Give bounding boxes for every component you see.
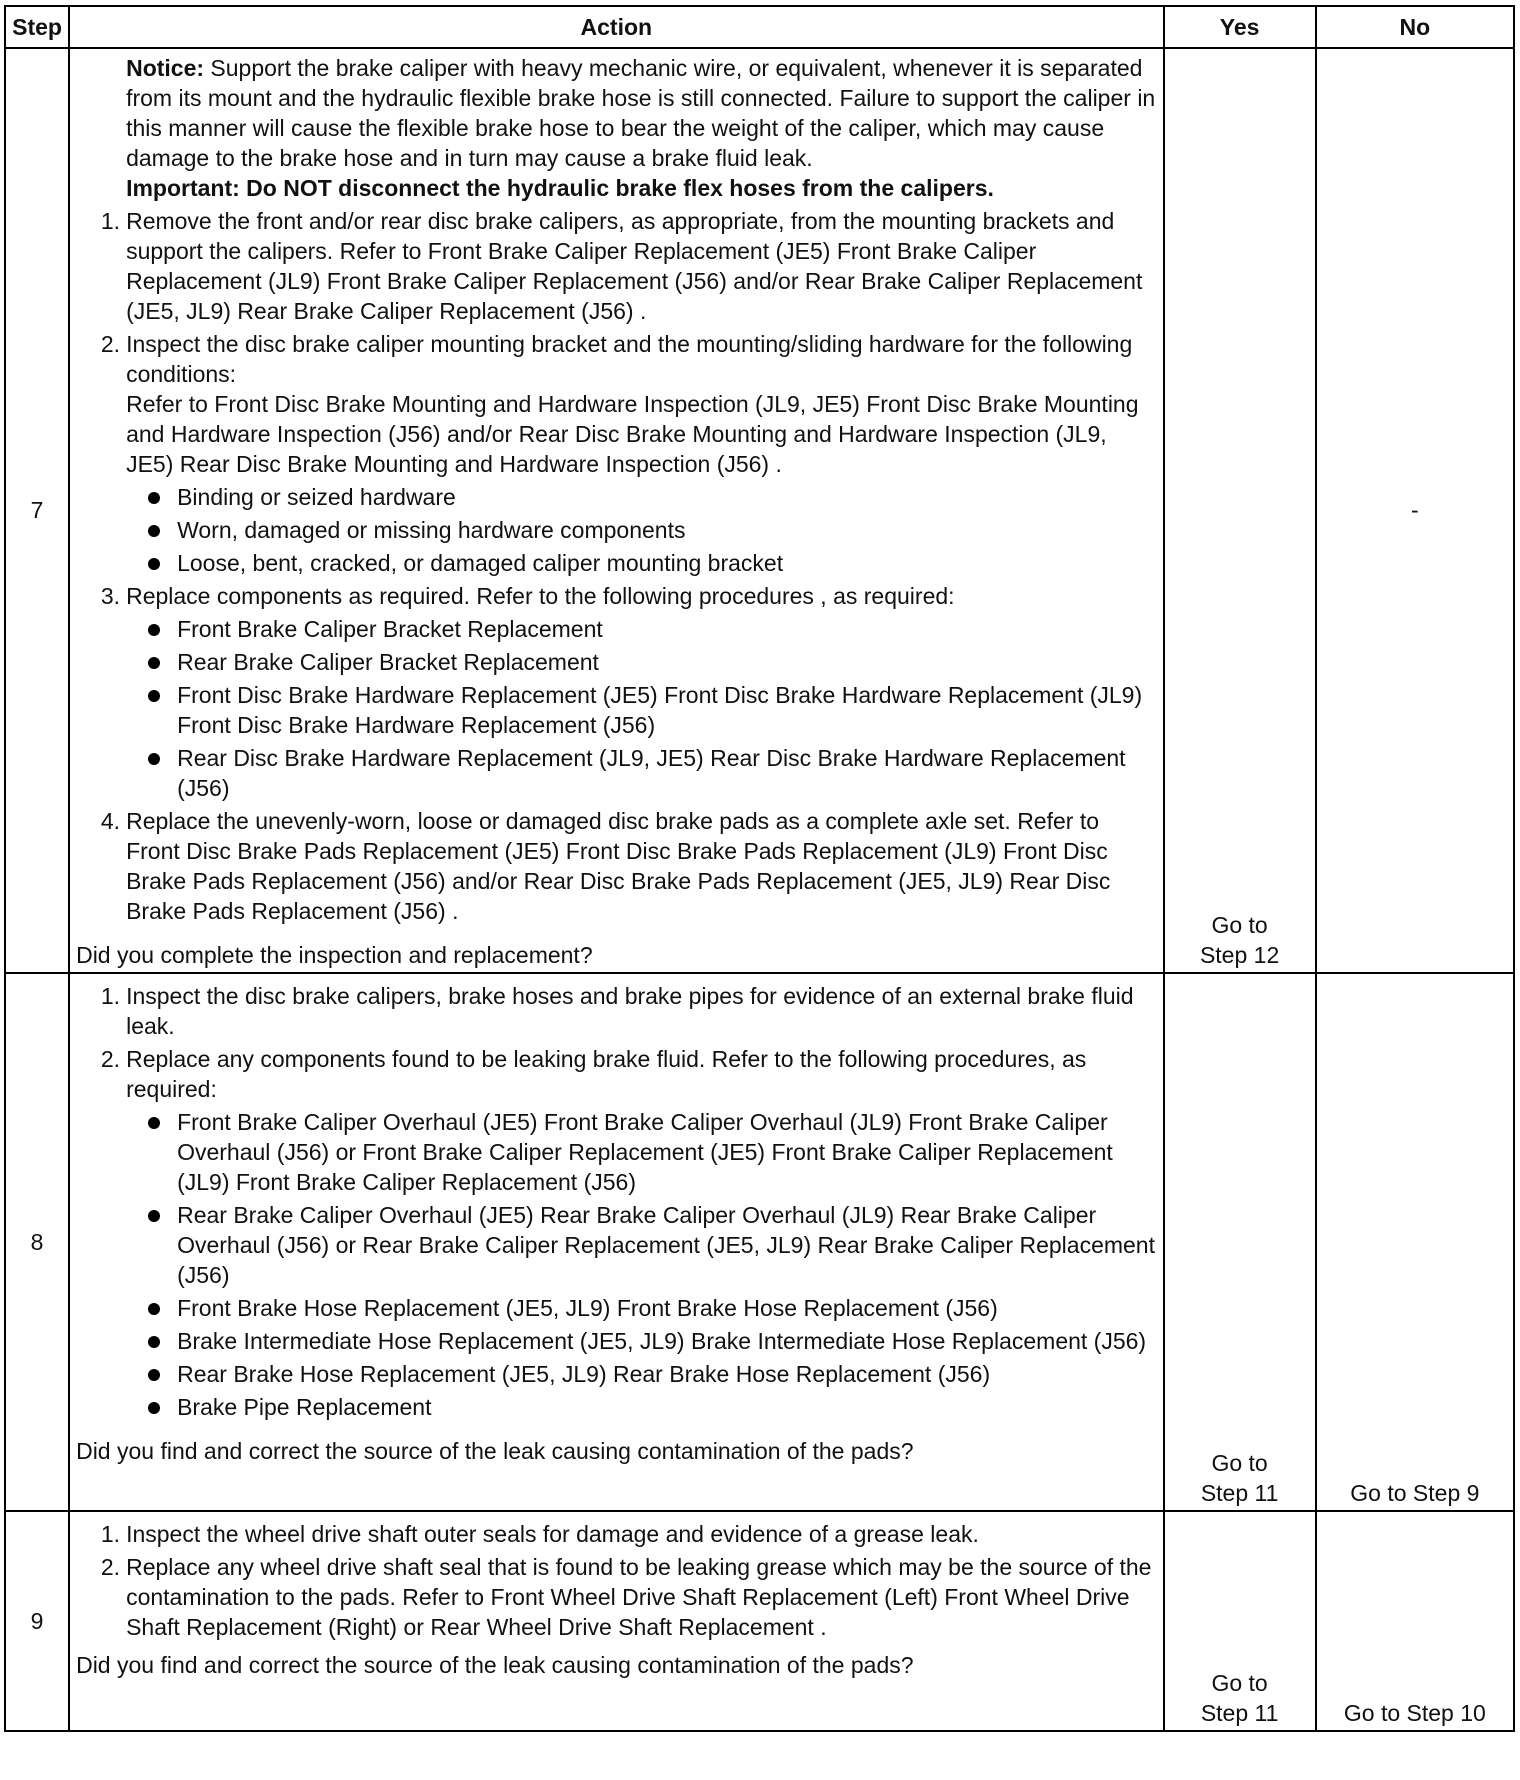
item-reference: Refer to Front Disc Brake Mounting and Hardware Inspection (JL9, JE5) Front Disc Brake Mounting and Hardware Inspection (J56) and/or Rear Disc Brake Mounting and Hardware Inspection (JL9, JE5) Rear Disc Brake Mounting and Hardware Inspection (J56) . [126,391,1139,477]
item-text: Inspect the wheel drive shaft outer seals for damage and evidence of a grease leak. [126,1521,979,1547]
list-item [76,581,1156,611]
yes-line-2: Step 11 [1200,1480,1279,1506]
yes-cell [1164,1511,1316,1731]
list-item [76,206,1156,326]
diagnostic-table [4,5,1515,1732]
bullet-item [76,647,1156,677]
yes-line-1: Go to [1211,1450,1268,1476]
question-text: Did you find and correct the source of the leak causing contamination of the pads? [76,1652,914,1678]
bullet-text: Worn, damaged or missing hardware components [177,517,686,543]
question-text: Did you find and correct the source of the leak causing contamination of the pads? [76,1438,914,1464]
notice-text: Support the brake caliper with heavy mechanic wire, or equivalent, whenever it is separated from its mount and the hydraulic flexible brake hose is still connected. Failure to support the caliper in this manner will cause the flexible brake hose to bear the weight of the caliper, which may cause damage to the brake hose and in turn may cause a brake fluid leak. [126,55,1156,171]
list-item [76,1519,1156,1549]
bullet-item [76,1326,1156,1356]
list-item [76,806,1156,926]
bullet-item [76,1293,1156,1323]
item-number: 2. [100,1046,121,1072]
header-action: Action [69,6,1163,48]
action-cell [69,48,1163,973]
step-number: 7 [5,48,69,973]
yes-line-2: Step 12 [1199,942,1280,968]
list-item [76,1552,1156,1642]
item-text: Replace components as required. Refer to the following procedures , as required: [126,583,955,609]
table-row-step-7 [5,48,1514,973]
yes-cell [1164,48,1316,973]
bullet-item [76,482,1156,512]
bullet-icon [148,1117,160,1129]
bullet-item [76,548,1156,578]
item-text: Replace any components found to be leaking brake fluid. Refer to the following procedures, as required: [126,1046,1087,1102]
bullet-icon [148,657,160,669]
bullet-item [76,1359,1156,1389]
bullet-text: Rear Brake Hose Replacement (JE5, JL9) Rear Brake Hose Replacement (J56) [177,1361,991,1387]
step-number: 9 [5,1511,69,1731]
bullet-text: Loose, bent, cracked, or damaged caliper mounting bracket [177,550,784,576]
bullet-icon [148,624,160,636]
bullet-icon [148,558,160,570]
bullet-text: Rear Brake Caliper Bracket Replacement [177,649,599,675]
yes-line-1: Go to [1211,912,1268,938]
notice-label: Notice: [126,55,205,81]
bullet-item [76,1107,1156,1197]
item-number: 4. [100,808,121,834]
item-text: Inspect the disc brake calipers, brake hoses and brake pipes for evidence of an external brake fluid leak. [126,983,1134,1039]
no-cell: Go to Step 10 [1316,1511,1514,1731]
bullet-text: Front Brake Caliper Bracket Replacement [177,616,603,642]
item-text: Replace the unevenly-worn, loose or damaged disc brake pads as a complete axle set. Refer to Front Disc Brake Pads Replacement (JE5) Front Disc Brake Pads Replacement (JL9) Front Disc Brake Pads Replacement (J56) and/or Rear Disc Brake Pads Replacement (JE5, JL9) Rear Disc Brake Pads Replacement (J56) . [126,808,1111,924]
item-text: Replace any wheel drive shaft seal that is found to be leaking grease which may be the source of the contamination to the pads. Refer to Front Wheel Drive Shaft Replacement (Left) Front Wheel Drive Shaft Replacement (Right) or Rear Wheel Drive Shaft Replacement . [126,1554,1152,1640]
item-number: 2. [100,331,121,357]
procedure-table-frame [4,5,1515,1776]
step-number: 8 [5,973,69,1511]
bullet-text: Binding or seized hardware [177,484,456,510]
bullet-icon [148,1369,160,1381]
bullet-text: Front Brake Caliper Overhaul (JE5) Front Brake Caliper Overhaul (JL9) Front Brake Caliper Overhaul (J56) or Front Brake Caliper Replacement (JE5) Front Brake Caliper Replacement (JL9) Front Brake Caliper Replacement (J56) [177,1109,1113,1195]
table-header-row [5,6,1514,48]
bullet-text: Rear Disc Brake Hardware Replacement (JL9, JE5) Rear Disc Brake Hardware Replacement (J56) [177,745,1126,801]
bullet-icon [148,753,160,765]
list-item [76,1044,1156,1104]
action-cell [69,1511,1163,1731]
item-number: 1. [100,1521,121,1547]
bullet-icon [148,1402,160,1414]
yes-line-2: Step 11 [1200,1700,1279,1726]
item-number: 1. [100,208,121,234]
bullet-text: Rear Brake Caliper Overhaul (JE5) Rear Brake Caliper Overhaul (JL9) Rear Brake Caliper Overhaul (J56) or Rear Brake Caliper Replacement (JE5, JL9) Rear Brake Caliper Replacement (J56) [177,1202,1155,1288]
item-number: 2. [100,1554,121,1580]
item-number: 3. [100,583,121,609]
bullet-item [76,1392,1156,1422]
yes-line-1: Go to [1211,1670,1268,1696]
yes-cell [1164,973,1316,1511]
bullet-item [76,515,1156,545]
bullet-icon [148,492,160,504]
list-item [76,329,1156,479]
bullet-item [76,614,1156,644]
bullet-text: Brake Pipe Replacement [177,1394,432,1420]
bullet-item [76,680,1156,740]
item-text: Inspect the disc brake caliper mounting bracket and the mounting/sliding hardware for the following conditions: [126,331,1133,387]
bullet-icon [148,1210,160,1222]
header-yes: Yes [1164,6,1316,48]
table-row-step-8 [5,973,1514,1511]
item-text: Remove the front and/or rear disc brake calipers, as appropriate, from the mounting brackets and support the calipers. Refer to Front Brake Caliper Replacement (JE5) Front Brake Caliper Replacement (JL9) Front Brake Caliper Replacement (J56) and/or Rear Brake Caliper Replacement (JE5, JL9) Rear Brake Caliper Replacement (J56) . [126,208,1143,324]
bullet-text: Brake Intermediate Hose Replacement (JE5, JL9) Brake Intermediate Hose Replacement (J56) [177,1328,1147,1354]
header-step: Step [5,6,69,48]
bullet-icon [148,1336,160,1348]
question-text: Did you complete the inspection and replacement? [76,942,593,968]
notice-block [126,53,1156,173]
bullet-icon [148,690,160,702]
important-note: Important: Do NOT disconnect the hydraulic brake flex hoses from the calipers. [126,175,994,201]
bullet-icon [148,525,160,537]
list-item [76,981,1156,1041]
bullet-item [76,743,1156,803]
item-number: 1. [100,983,121,1009]
no-cell: Go to Step 9 [1316,973,1514,1511]
header-no: No [1316,6,1514,48]
bullet-text: Front Disc Brake Hardware Replacement (JE5) Front Disc Brake Hardware Replacement (JL9) Front Disc Brake Hardware Replacement (J56) [177,682,1143,738]
action-cell [69,973,1163,1511]
bullet-text: Front Brake Hose Replacement (JE5, JL9) Front Brake Hose Replacement (J56) [177,1295,998,1321]
table-row-step-9 [5,1511,1514,1731]
bullet-item [76,1200,1156,1290]
no-cell: - [1316,48,1514,973]
bullet-icon [148,1303,160,1315]
